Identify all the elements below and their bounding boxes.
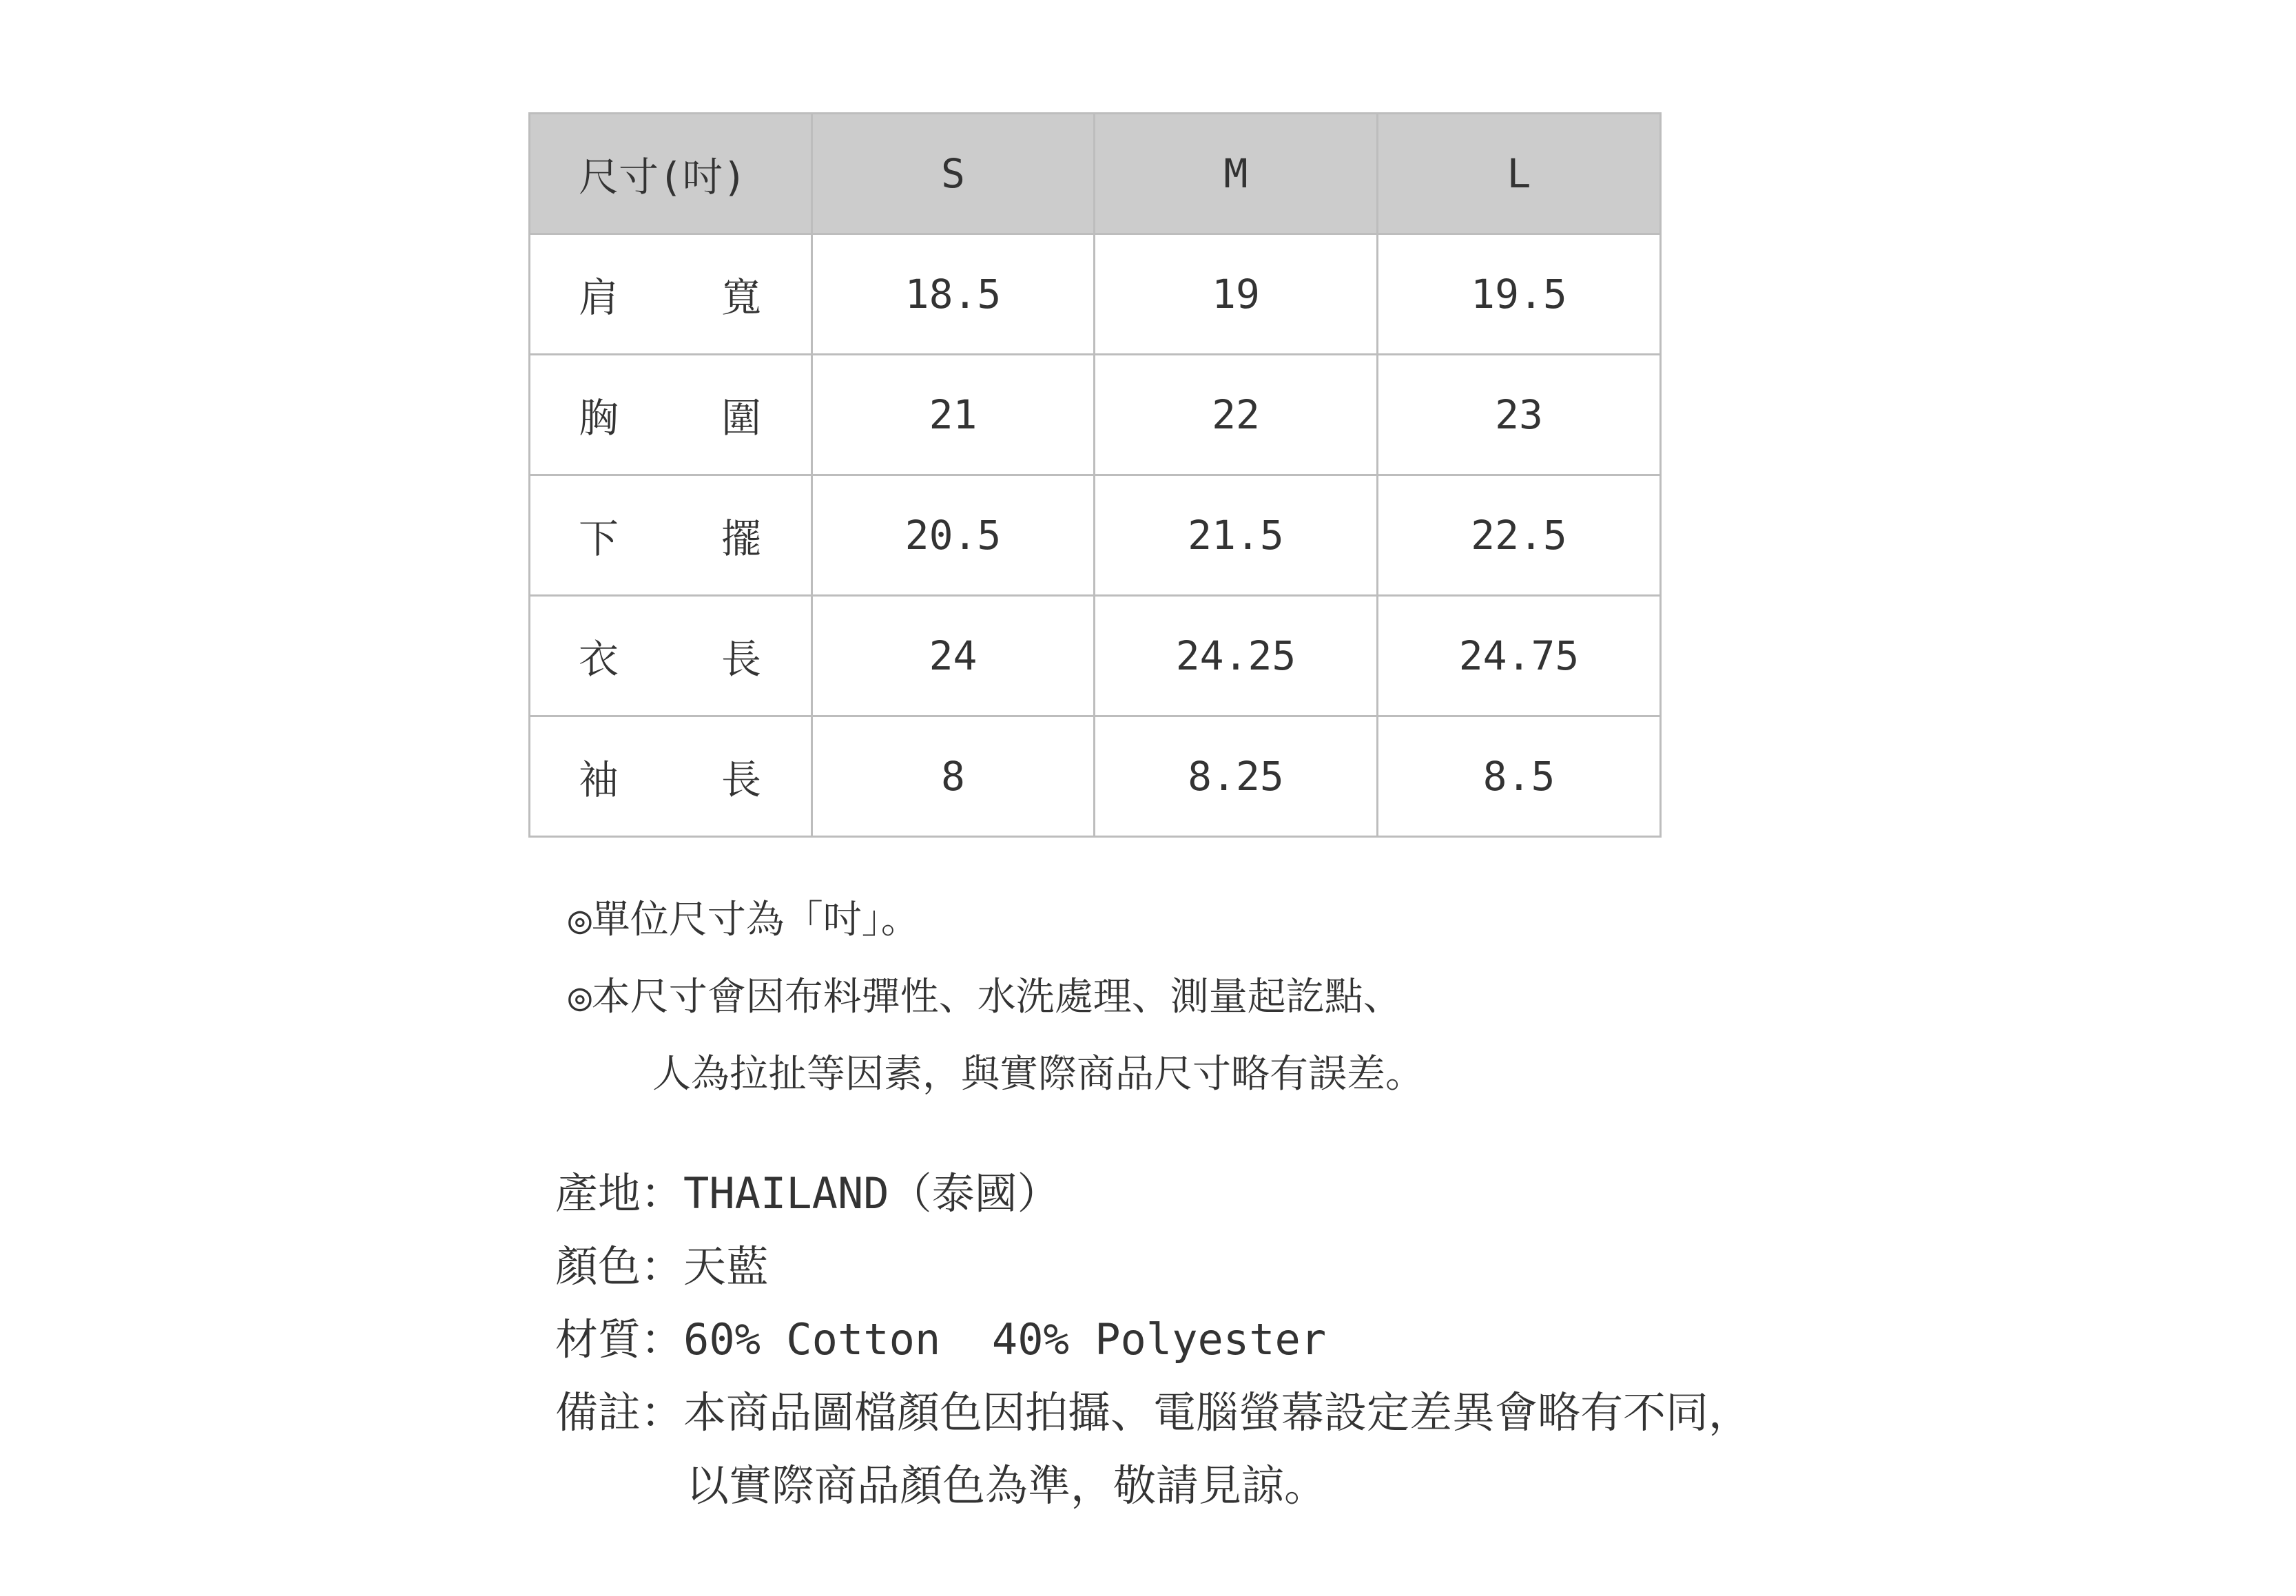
table-cell: 22.5 bbox=[1378, 475, 1661, 596]
row-label-length: 衣 長 bbox=[530, 596, 812, 716]
table-cell: 24.25 bbox=[1095, 596, 1378, 716]
info-color: 顏色：天藍 bbox=[555, 1241, 769, 1292]
row-label-sleeve: 袖 長 bbox=[530, 716, 812, 837]
row-label-hem: 下 擺 bbox=[530, 475, 812, 596]
table-row bbox=[530, 355, 1661, 475]
table-cell: 24.75 bbox=[1378, 596, 1661, 716]
header-size-m: M bbox=[1095, 114, 1378, 234]
table-cell: 23 bbox=[1378, 355, 1661, 475]
header-size-l: L bbox=[1378, 114, 1661, 234]
info-remark-text: 本商品圖檔顏色因拍攝、電腦螢幕設定差異會略有不同， bbox=[683, 1387, 1752, 1438]
table-cell: 20.5 bbox=[812, 475, 1095, 596]
table-cell: 22 bbox=[1095, 355, 1378, 475]
table-header-row bbox=[530, 114, 1661, 234]
table-cell: 24 bbox=[812, 596, 1095, 716]
header-size-s: S bbox=[812, 114, 1095, 234]
note-tolerance-continued: 人為拉扯等因素，與實際商品尺寸略有誤差。 bbox=[652, 1052, 1424, 1097]
info-remark bbox=[555, 1376, 1751, 1449]
table-cell: 19.5 bbox=[1378, 234, 1661, 355]
product-info bbox=[555, 1157, 1751, 1522]
table-row bbox=[530, 716, 1661, 837]
row-label-shoulder: 肩 寬 bbox=[530, 234, 812, 355]
table-row bbox=[530, 596, 1661, 716]
size-notes bbox=[568, 882, 1424, 1113]
table-cell: 21 bbox=[812, 355, 1095, 475]
info-origin: 產地：THAILAND（泰國） bbox=[555, 1168, 1060, 1219]
info-remark-label: 備註： bbox=[555, 1387, 684, 1438]
header-size-unit: 尺寸(吋) bbox=[530, 114, 812, 234]
info-material: 材質：60% Cotton 40% Polyester bbox=[555, 1314, 1327, 1365]
table-cell: 19 bbox=[1095, 234, 1378, 355]
table-cell: 8.5 bbox=[1378, 716, 1661, 837]
size-table bbox=[528, 112, 1662, 838]
table-cell: 18.5 bbox=[812, 234, 1095, 355]
info-remark-continued: 以實際商品顏色為準，敬請見諒。 bbox=[686, 1460, 1327, 1511]
row-label-chest: 胸 圍 bbox=[530, 355, 812, 475]
table-cell: 21.5 bbox=[1095, 475, 1378, 596]
note-tolerance: ◎本尺寸會因布料彈性、水洗處理、測量起訖點、 bbox=[568, 975, 1402, 1019]
table-cell: 8.25 bbox=[1095, 716, 1378, 837]
table-cell: 8 bbox=[812, 716, 1095, 837]
note-unit: ◎單位尺寸為「吋」。 bbox=[568, 898, 920, 942]
table-row bbox=[530, 234, 1661, 355]
table-row bbox=[530, 475, 1661, 596]
